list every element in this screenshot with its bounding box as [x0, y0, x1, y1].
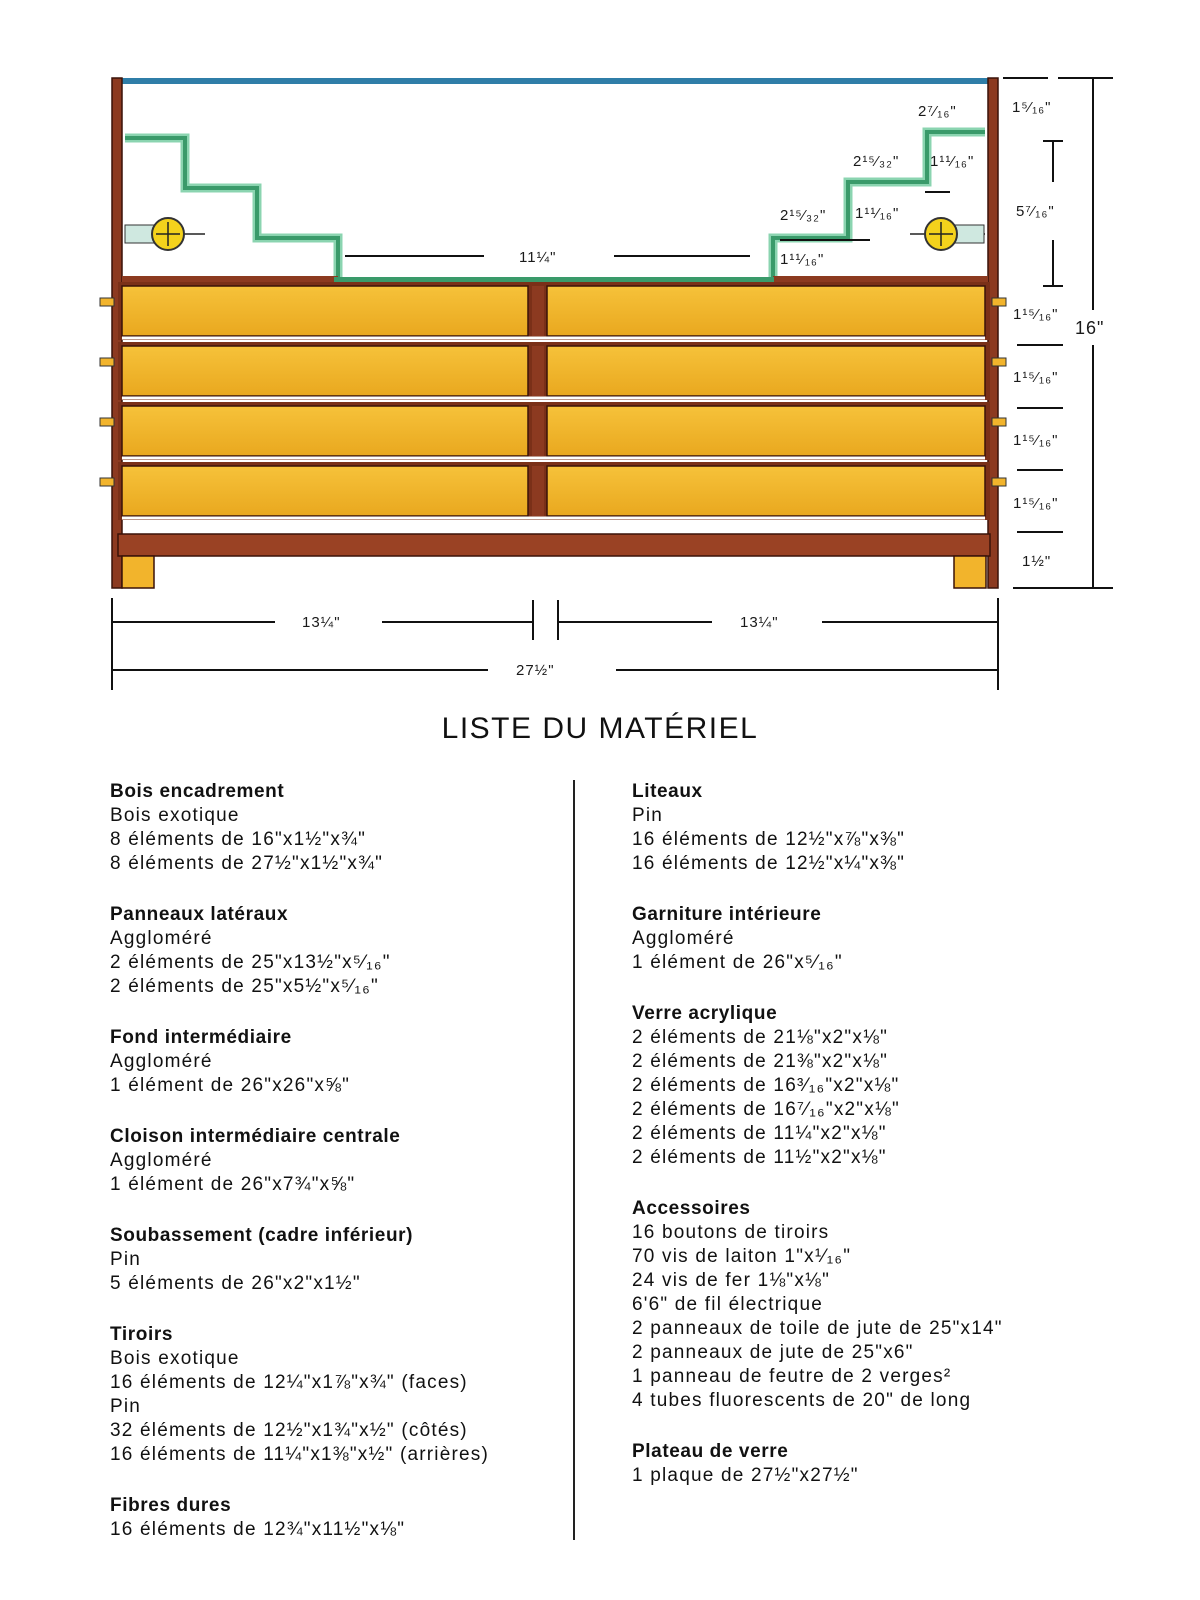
base-rail: [118, 534, 990, 556]
material-section-bois-encadrement: [110, 780, 560, 876]
right-foot: [954, 556, 986, 588]
section-line: 1 plaque de 27½"x27½": [632, 1465, 859, 1486]
section-line: 4 tubes fluorescents de 20" de long: [632, 1390, 972, 1411]
right-knob-icon: [992, 478, 1006, 486]
right-lamp-icon: [910, 218, 985, 250]
section-line: 2 éléments de 11½"x2"x⅛": [632, 1147, 887, 1168]
section-line: Aggloméré: [632, 928, 735, 949]
material-section-garniture-interieure: [632, 903, 1152, 975]
column-divider: [573, 780, 575, 1540]
label-step-3: 2¹⁵⁄₃₂": [780, 207, 827, 224]
cabinet-diagram: [0, 0, 1200, 700]
section-title: Liteaux: [632, 781, 703, 802]
section-line: 1 élément de 26"x⁵⁄₁₆": [632, 952, 843, 973]
left-lamp-icon: [125, 218, 205, 250]
section-line: 2 éléments de 25"x13½"x⁵⁄₁₆": [110, 952, 391, 973]
section-line: 16 éléments de 12½"x¼"x⅜": [632, 853, 906, 874]
section-line: Aggloméré: [110, 1150, 213, 1171]
left-knob-icon: [100, 298, 114, 306]
section-line: Pin: [632, 805, 664, 826]
label-half-width-left: 13¼": [302, 614, 341, 631]
section-line: Pin: [110, 1396, 142, 1417]
left-foot: [122, 556, 154, 588]
label-inner-width: 11¼": [519, 249, 557, 266]
section-title: Fibres dures: [110, 1495, 232, 1516]
drawer-divider-3: [532, 406, 544, 456]
label-step-2: 2¹⁵⁄₃₂": [853, 153, 900, 170]
left-knob-icon: [100, 358, 114, 366]
section-line: 2 éléments de 16³⁄₁₆"x2"x⅛": [632, 1075, 900, 1096]
section-line: 1 élément de 26"x26"x⅝": [110, 1075, 351, 1096]
drawer-right-2: [547, 346, 985, 396]
section-line: 1 élément de 26"x7¾"x⅝": [110, 1174, 356, 1195]
drawer-right-1: [547, 286, 985, 336]
material-section-cloison-intermediaire-centrale: [110, 1125, 560, 1197]
section-title: Cloison intermédiaire centrale: [110, 1126, 401, 1147]
right-knob-icon: [992, 298, 1006, 306]
drawer-right-4: [547, 466, 985, 516]
section-line: 24 vis de fer 1⅛"x⅛": [632, 1270, 831, 1291]
section-title: Bois encadrement: [110, 781, 285, 802]
section-line: 2 éléments de 11¼"x2"x⅛": [632, 1123, 887, 1144]
list-title: LISTE DU MATÉRIEL: [441, 712, 759, 745]
label-half-width-right: 13¼": [740, 614, 779, 631]
drawer-left-2: [122, 346, 528, 396]
section-line: 16 boutons de tiroirs: [632, 1222, 830, 1243]
section-line: 16 éléments de 12¾"x11½"x⅛": [110, 1519, 406, 1540]
material-section-plateau-de-verre: [632, 1440, 1152, 1488]
section-title: Verre acrylique: [632, 1003, 778, 1024]
right-knob-icon: [992, 418, 1006, 426]
section-line: Aggloméré: [110, 928, 213, 949]
material-section-liteaux: [632, 780, 1152, 876]
label-step-1: 2⁷⁄₁₆": [918, 103, 957, 120]
label-drawer-2: 1¹⁵⁄₁₆": [1013, 369, 1059, 386]
section-line: 70 vis de laiton 1"x¹⁄₁₆": [632, 1246, 852, 1267]
material-section-tiroirs: [110, 1323, 560, 1467]
section-line: Bois exotique: [110, 1348, 240, 1369]
left-knob-icon: [100, 478, 114, 486]
left-knob-icon: [100, 418, 114, 426]
section-line: 2 éléments de 25"x5½"x⁵⁄₁₆": [110, 976, 379, 997]
label-step-4-rise: 1¹¹⁄₁₆": [780, 251, 825, 268]
label-drawer-4: 1¹⁵⁄₁₆": [1013, 495, 1059, 512]
label-inner-height: 5⁷⁄₁₆": [1016, 203, 1055, 220]
drawer-left-3: [122, 406, 528, 456]
section-title: Garniture intérieure: [632, 904, 822, 925]
section-line: 6'6" de fil électrique: [632, 1294, 823, 1315]
label-step-3-rise: 1¹¹⁄₁₆": [855, 205, 900, 222]
section-line: 8 éléments de 16"x1½"x¾": [110, 829, 367, 850]
drawer-right-3: [547, 406, 985, 456]
section-line: Pin: [110, 1249, 142, 1270]
section-line: 16 éléments de 12½"x⅞"x⅜": [632, 829, 906, 850]
section-line: 32 éléments de 12½"x1¾"x½" (côtés): [110, 1420, 468, 1441]
section-line: 16 éléments de 11¼"x1⅜"x½" (arrières): [110, 1444, 489, 1465]
material-list-right-column: [632, 780, 1152, 1515]
section-title: Fond intermédiaire: [110, 1027, 292, 1048]
material-section-soubassement-cadre-inferieur: [110, 1224, 560, 1296]
section-line: 2 éléments de 21⅛"x2"x⅛": [632, 1027, 889, 1048]
section-line: Bois exotique: [110, 805, 240, 826]
section-line: 5 éléments de 26"x2"x1½": [110, 1273, 361, 1294]
label-step-2-rise: 1¹¹⁄₁₆": [930, 153, 975, 170]
section-line: 2 éléments de 16⁷⁄₁₆"x2"x⅛": [632, 1099, 900, 1120]
drawer-left-1: [122, 286, 528, 336]
material-section-fibres-dures: [110, 1494, 560, 1542]
drawers: [100, 282, 1006, 520]
section-line: 8 éléments de 27½"x1½"x¾": [110, 853, 384, 874]
drawer-divider-2: [532, 346, 544, 396]
section-line: 1 panneau de feutre de 2 verges²: [632, 1366, 952, 1387]
section-line: 2 panneaux de jute de 25"x6": [632, 1342, 914, 1363]
section-line: 2 panneaux de toile de jute de 25"x14": [632, 1318, 1003, 1339]
material-list-left-column: [110, 780, 560, 1569]
drawer-left-4: [122, 466, 528, 516]
material-section-accessoires: [632, 1197, 1152, 1413]
drawer-divider-4: [532, 466, 544, 516]
label-top-offset: 1⁵⁄₁₆": [1012, 99, 1052, 116]
label-drawer-1: 1¹⁵⁄₁₆": [1013, 306, 1059, 323]
section-line: 2 éléments de 21⅜"x2"x⅛": [632, 1051, 889, 1072]
section-title: Soubassement (cadre inférieur): [110, 1225, 414, 1246]
material-section-fond-intermediaire: [110, 1026, 560, 1098]
interior-dimension-lines: [345, 192, 950, 256]
top-rail: [112, 78, 998, 84]
section-line: 16 éléments de 12¼"x1⅞"x¾" (faces): [110, 1372, 468, 1393]
material-section-panneaux-lateraux: [110, 903, 560, 999]
bottom-dimension-lines: [112, 598, 998, 690]
section-title: Tiroirs: [110, 1324, 173, 1345]
label-total-height: 16": [1075, 318, 1105, 338]
section-title: Plateau de verre: [632, 1441, 789, 1462]
right-knob-icon: [992, 358, 1006, 366]
section-title: Accessoires: [632, 1198, 751, 1219]
section-title: Panneaux latéraux: [110, 904, 289, 925]
material-section-verre-acrylique: [632, 1002, 1152, 1170]
label-base-height: 1½": [1022, 553, 1052, 570]
drawer-divider-1: [532, 286, 544, 336]
label-drawer-3: 1¹⁵⁄₁₆": [1013, 432, 1059, 449]
section-line: Aggloméré: [110, 1051, 213, 1072]
label-total-width: 27½": [516, 662, 555, 679]
